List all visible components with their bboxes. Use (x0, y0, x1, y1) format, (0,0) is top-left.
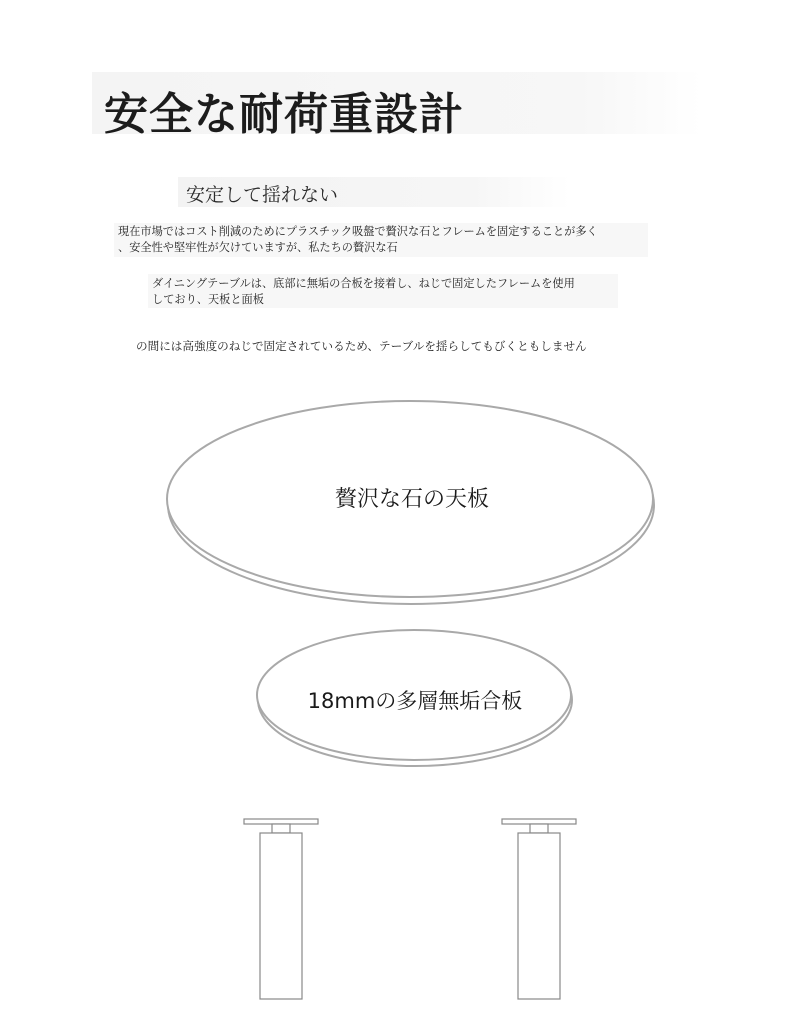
paragraph-1-line-1: 現在市場ではコスト削減のためにプラスチック吸盤で贅沢な石とフレームを固定することが多く (118, 225, 598, 238)
paragraph-2-line-1: ダイニングテーブルは、底部に無垢の合板を接着し、ねじで固定したフレームを使用 (152, 277, 575, 290)
table-leg-left (240, 816, 322, 1002)
paragraph-1-line-2: 、安全性や堅牢性が欠けていますが、私たちの贅沢な石 (118, 241, 398, 254)
paragraph-3-line-1: の間には高強度のねじで固定されているため、テーブルを揺らしてもびくともしません (136, 339, 587, 353)
page-title: 安全な耐荷重設計 (104, 89, 464, 140)
page-subtitle: 安定して揺れない (186, 184, 339, 206)
plywood-layer (254, 628, 576, 770)
paragraph-2-line-2: しており、天板と面板 (152, 293, 264, 306)
plywood-label: 18mmの多層無垢合板 (307, 689, 523, 713)
stone-top-label: 贅沢な石の天板 (334, 487, 489, 512)
stone-top-layer (164, 400, 660, 610)
table-leg-right (498, 816, 580, 1002)
